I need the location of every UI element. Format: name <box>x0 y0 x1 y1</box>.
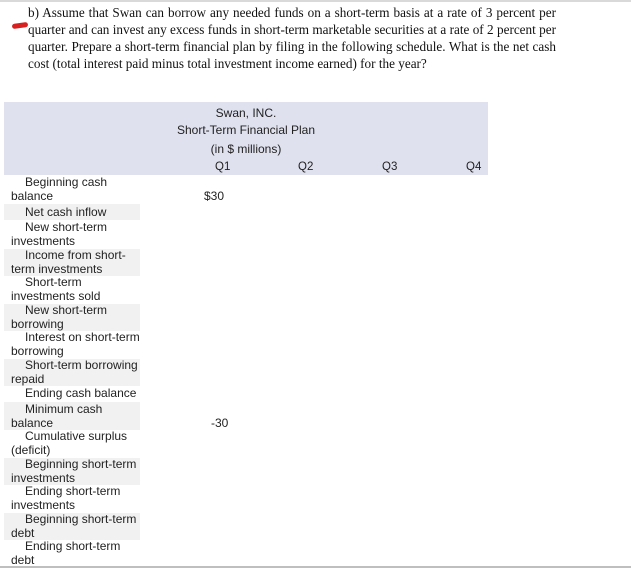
row-label <box>4 276 140 303</box>
row-label-text: Cumulative surplus (deficit) <box>11 429 128 457</box>
table-row <box>4 485 488 513</box>
row-label-text: Short-term borrowing repaid <box>11 358 138 386</box>
row-label <box>4 304 140 331</box>
table-row <box>4 513 488 540</box>
table-units: (in $ millions) <box>210 142 282 156</box>
table-row <box>4 204 488 220</box>
row-label-text: Income from short-term investments <box>11 248 126 276</box>
table-row <box>4 540 488 568</box>
row-label <box>4 249 140 276</box>
row-label-text: Minimum cash balance <box>11 402 103 430</box>
row-label <box>4 204 140 220</box>
row-label-text: Beginning cash balance <box>11 175 108 203</box>
table-subtitle: Short-Term Financial Plan <box>176 123 316 137</box>
row-label <box>4 220 140 248</box>
table-row <box>4 359 488 387</box>
red-annotation-mark <box>12 22 29 29</box>
row-label <box>4 540 140 567</box>
row-label-text: New short-term borrowing <box>11 303 108 331</box>
table-row <box>4 458 488 485</box>
table-row <box>4 276 488 304</box>
column-header-q3: Q3 <box>382 161 398 173</box>
row-label-text: Ending cash balance <box>25 386 137 400</box>
row-label-text: Beginning short-term investments <box>11 457 137 485</box>
row-label-text: Ending short-term debt <box>11 539 121 567</box>
question-text <box>28 4 556 72</box>
row-value-q1: -30 <box>211 416 229 430</box>
row-label <box>4 402 140 430</box>
row-label <box>4 331 140 358</box>
row-label-text: New short-term investments <box>11 220 108 248</box>
row-label-text: Short-term investments sold <box>11 275 101 303</box>
column-header-q4: Q4 <box>466 161 482 173</box>
table-title: Swan, INC. <box>215 106 277 120</box>
row-label-text: Net cash inflow <box>25 205 107 219</box>
row-label <box>4 359 140 386</box>
row-label <box>4 387 140 401</box>
row-label-text: Ending short-term investments <box>11 484 121 512</box>
row-label <box>4 513 140 540</box>
column-header-q1: Q1 <box>215 161 231 173</box>
row-label-text: Beginning short-term debt <box>11 512 137 540</box>
row-label <box>4 458 140 485</box>
table-row <box>4 331 488 359</box>
row-label-text: Interest on short-term borrowing <box>11 330 140 358</box>
row-value-q1: $30 <box>204 189 225 203</box>
table-row <box>4 220 488 249</box>
row-label <box>4 485 140 512</box>
row-label <box>4 175 140 203</box>
table-row <box>4 430 488 458</box>
question-paragraph: b) Assume that Swan can borrow any needed funds on a short-term basis at a rate of 3 percent per quarter and can invest any excess funds in short-term marketable securities at a rate of 2 percent per quarter. Prepare a short-term financial plan by filing in the following schedule. What is the net cash cost (total interest paid minus total investment income earned) for the year? <box>28 5 556 71</box>
row-label <box>4 430 140 457</box>
table-row <box>4 175 488 204</box>
top-border <box>0 0 631 2</box>
table-row <box>4 249 488 276</box>
column-header-q2: Q2 <box>298 161 314 173</box>
table-row <box>4 402 488 430</box>
table-body <box>4 175 488 568</box>
table-row <box>4 304 488 331</box>
table-row <box>4 387 488 402</box>
table-header <box>4 102 488 175</box>
